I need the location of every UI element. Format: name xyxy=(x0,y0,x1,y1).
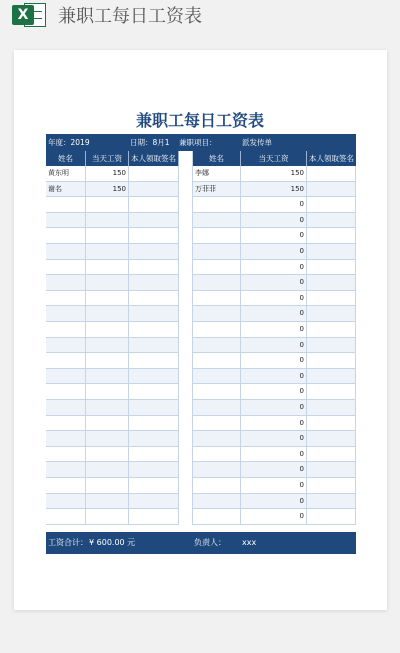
right-wage-cell: 0 xyxy=(241,338,307,354)
right-signature-cell xyxy=(307,447,356,463)
column-gap xyxy=(179,166,193,182)
left-wage-cell xyxy=(86,306,129,322)
left-name-cell: 谢名 xyxy=(46,182,86,198)
left-wage-cell xyxy=(86,369,129,385)
right-signature-cell xyxy=(307,182,356,198)
right-signature-cell xyxy=(307,197,356,213)
column-gap xyxy=(179,275,193,291)
left-signature-cell xyxy=(129,509,179,525)
table-row xyxy=(46,260,356,276)
right-name-cell xyxy=(193,244,241,260)
left-signature-cell xyxy=(129,400,179,416)
right-signature-cell xyxy=(307,228,356,244)
left-name-cell xyxy=(46,384,86,400)
column-gap xyxy=(179,447,193,463)
left-signature-cell xyxy=(129,260,179,276)
left-signature-cell xyxy=(129,369,179,385)
left-wage-cell xyxy=(86,416,129,432)
left-wage-cell xyxy=(86,197,129,213)
table-row xyxy=(46,509,356,525)
right-signature-cell xyxy=(307,166,356,182)
left-wage-cell: 150 xyxy=(86,166,129,182)
left-name-cell xyxy=(46,275,86,291)
header-name-left: 姓名 xyxy=(46,151,86,166)
right-wage-cell: 0 xyxy=(241,353,307,369)
right-signature-cell xyxy=(307,369,356,385)
right-name-cell xyxy=(193,228,241,244)
left-wage-cell xyxy=(86,400,129,416)
table-row xyxy=(46,182,356,198)
table-row xyxy=(46,291,356,307)
left-signature-cell xyxy=(129,182,179,198)
right-signature-cell xyxy=(307,260,356,276)
column-gap xyxy=(179,431,193,447)
column-gap xyxy=(179,462,193,478)
table-body xyxy=(46,166,356,532)
left-name-cell xyxy=(46,197,86,213)
right-signature-cell xyxy=(307,213,356,229)
column-gap xyxy=(179,416,193,432)
left-name-cell xyxy=(46,447,86,463)
left-wage-cell xyxy=(86,260,129,276)
project-value: 派发传单 xyxy=(242,138,272,147)
left-wage-cell xyxy=(86,353,129,369)
column-gap xyxy=(179,260,193,276)
table-row xyxy=(46,369,356,385)
left-name-cell xyxy=(46,228,86,244)
right-wage-cell: 0 xyxy=(241,291,307,307)
left-signature-cell xyxy=(129,244,179,260)
right-name-cell xyxy=(193,260,241,276)
right-name-cell xyxy=(193,431,241,447)
left-signature-cell xyxy=(129,213,179,229)
left-signature-cell xyxy=(129,431,179,447)
left-signature-cell xyxy=(129,228,179,244)
right-wage-cell: 0 xyxy=(241,416,307,432)
left-wage-cell xyxy=(86,447,129,463)
right-name-cell xyxy=(193,338,241,354)
left-name-cell xyxy=(46,306,86,322)
right-wage-cell: 0 xyxy=(241,494,307,510)
right-name-cell xyxy=(193,197,241,213)
left-name-cell xyxy=(46,400,86,416)
column-gap xyxy=(179,197,193,213)
table-row xyxy=(46,244,356,260)
right-wage-cell: 150 xyxy=(241,182,307,198)
right-wage-cell: 0 xyxy=(241,228,307,244)
header-signature-right: 本人领取签名 xyxy=(307,151,356,166)
left-signature-cell xyxy=(129,416,179,432)
right-signature-cell xyxy=(307,384,356,400)
right-wage-cell: 0 xyxy=(241,509,307,525)
header-row xyxy=(46,151,356,166)
left-signature-cell xyxy=(129,197,179,213)
left-signature-cell xyxy=(129,322,179,338)
left-wage-cell xyxy=(86,228,129,244)
left-name-cell xyxy=(46,431,86,447)
left-wage-cell xyxy=(86,275,129,291)
column-gap xyxy=(179,478,193,494)
left-wage-cell xyxy=(86,494,129,510)
header-wage-right: 当天工资 xyxy=(241,151,307,166)
right-signature-cell xyxy=(307,291,356,307)
column-gap xyxy=(179,494,193,510)
right-signature-cell xyxy=(307,353,356,369)
total-label: 工资合计： xyxy=(48,538,88,547)
column-gap xyxy=(179,213,193,229)
left-wage-cell xyxy=(86,478,129,494)
right-signature-cell xyxy=(307,275,356,291)
total-value: ¥ 600.00 元 xyxy=(89,538,136,547)
right-name-cell xyxy=(193,447,241,463)
left-name-cell xyxy=(46,353,86,369)
table-row xyxy=(46,353,356,369)
left-wage-cell xyxy=(86,462,129,478)
left-name-cell xyxy=(46,291,86,307)
left-wage-cell xyxy=(86,431,129,447)
project-label: 兼职项目： xyxy=(179,138,217,147)
table-row xyxy=(46,447,356,463)
left-wage-cell xyxy=(86,291,129,307)
left-signature-cell xyxy=(129,462,179,478)
table-row xyxy=(46,322,356,338)
right-name-cell xyxy=(193,462,241,478)
right-signature-cell xyxy=(307,416,356,432)
right-signature-cell xyxy=(307,400,356,416)
column-gap xyxy=(179,509,193,525)
right-signature-cell xyxy=(307,306,356,322)
left-wage-cell: 150 xyxy=(86,182,129,198)
right-name-cell xyxy=(193,275,241,291)
left-wage-cell xyxy=(86,338,129,354)
right-signature-cell xyxy=(307,462,356,478)
responsible-value: xxx xyxy=(242,538,257,547)
excel-icon: X xyxy=(12,3,48,27)
header-name-right: 姓名 xyxy=(193,151,241,166)
right-wage-cell: 0 xyxy=(241,478,307,494)
left-name-cell xyxy=(46,478,86,494)
right-wage-cell: 0 xyxy=(241,447,307,463)
right-name-cell xyxy=(193,213,241,229)
right-name-cell xyxy=(193,322,241,338)
left-wage-cell xyxy=(86,322,129,338)
window-title: 兼职工每日工资表 xyxy=(58,6,202,27)
left-name-cell xyxy=(46,509,86,525)
footer-row xyxy=(46,532,356,554)
date-label: 日期：8月1 xyxy=(130,138,170,147)
column-gap xyxy=(179,306,193,322)
table-row xyxy=(46,228,356,244)
left-signature-cell xyxy=(129,353,179,369)
table-row xyxy=(46,416,356,432)
column-gap xyxy=(179,338,193,354)
left-wage-cell xyxy=(86,244,129,260)
right-name-cell xyxy=(193,369,241,385)
column-gap xyxy=(179,400,193,416)
responsible-label: 负责人： xyxy=(194,538,226,547)
table-row xyxy=(46,197,356,213)
left-signature-cell xyxy=(129,338,179,354)
header-gap xyxy=(179,151,193,166)
left-name-cell xyxy=(46,213,86,229)
table-row xyxy=(46,338,356,354)
left-signature-cell xyxy=(129,291,179,307)
right-wage-cell: 0 xyxy=(241,384,307,400)
right-wage-cell: 0 xyxy=(241,275,307,291)
right-name-cell xyxy=(193,400,241,416)
right-wage-cell: 0 xyxy=(241,244,307,260)
right-signature-cell xyxy=(307,431,356,447)
column-gap xyxy=(179,182,193,198)
right-wage-cell: 0 xyxy=(241,400,307,416)
right-wage-cell: 0 xyxy=(241,306,307,322)
left-name-cell xyxy=(46,416,86,432)
left-wage-cell xyxy=(86,509,129,525)
left-name-cell xyxy=(46,260,86,276)
year-label: 年度：2019 xyxy=(48,138,90,147)
column-gap xyxy=(179,244,193,260)
right-name-cell: 万菲菲 xyxy=(193,182,241,198)
right-wage-cell: 150 xyxy=(241,166,307,182)
header-signature-left: 本人领取签名 xyxy=(129,151,179,166)
left-wage-cell xyxy=(86,384,129,400)
left-name-cell: 黄东明 xyxy=(46,166,86,182)
right-name-cell xyxy=(193,416,241,432)
table-row xyxy=(46,166,356,182)
right-wage-cell: 0 xyxy=(241,322,307,338)
column-gap xyxy=(179,384,193,400)
left-name-cell xyxy=(46,369,86,385)
right-wage-cell: 0 xyxy=(241,431,307,447)
column-gap xyxy=(179,291,193,307)
column-gap xyxy=(179,322,193,338)
header-wage-left: 当天工资 xyxy=(86,151,129,166)
right-signature-cell xyxy=(307,494,356,510)
right-wage-cell: 0 xyxy=(241,462,307,478)
right-signature-cell xyxy=(307,322,356,338)
right-name-cell xyxy=(193,494,241,510)
left-name-cell xyxy=(46,462,86,478)
column-gap xyxy=(179,228,193,244)
table-row xyxy=(46,431,356,447)
right-wage-cell: 0 xyxy=(241,213,307,229)
right-wage-cell: 0 xyxy=(241,197,307,213)
table-row xyxy=(46,400,356,416)
right-signature-cell xyxy=(307,478,356,494)
right-name-cell xyxy=(193,478,241,494)
right-wage-cell: 0 xyxy=(241,369,307,385)
right-name-cell xyxy=(193,306,241,322)
left-signature-cell xyxy=(129,494,179,510)
left-name-cell xyxy=(46,322,86,338)
left-signature-cell xyxy=(129,447,179,463)
left-signature-cell xyxy=(129,306,179,322)
left-signature-cell xyxy=(129,275,179,291)
left-name-cell xyxy=(46,494,86,510)
left-signature-cell xyxy=(129,478,179,494)
right-signature-cell xyxy=(307,244,356,260)
info-row xyxy=(46,134,356,151)
table-row xyxy=(46,478,356,494)
left-name-cell xyxy=(46,244,86,260)
table-row xyxy=(46,275,356,291)
table-row xyxy=(46,306,356,322)
right-name-cell xyxy=(193,291,241,307)
right-name-cell xyxy=(193,509,241,525)
left-wage-cell xyxy=(86,213,129,229)
right-wage-cell: 0 xyxy=(241,260,307,276)
left-signature-cell xyxy=(129,384,179,400)
left-name-cell xyxy=(46,338,86,354)
table-row xyxy=(46,494,356,510)
right-signature-cell xyxy=(307,338,356,354)
right-name-cell xyxy=(193,384,241,400)
left-signature-cell xyxy=(129,166,179,182)
window-header xyxy=(0,0,400,30)
right-signature-cell xyxy=(307,509,356,525)
right-name-cell xyxy=(193,353,241,369)
table-row xyxy=(46,213,356,229)
right-name-cell: 李娜 xyxy=(193,166,241,182)
column-gap xyxy=(179,353,193,369)
table-row xyxy=(46,462,356,478)
table-row xyxy=(46,384,356,400)
document-title: 兼职工每日工资表 xyxy=(135,111,264,130)
column-gap xyxy=(179,369,193,385)
